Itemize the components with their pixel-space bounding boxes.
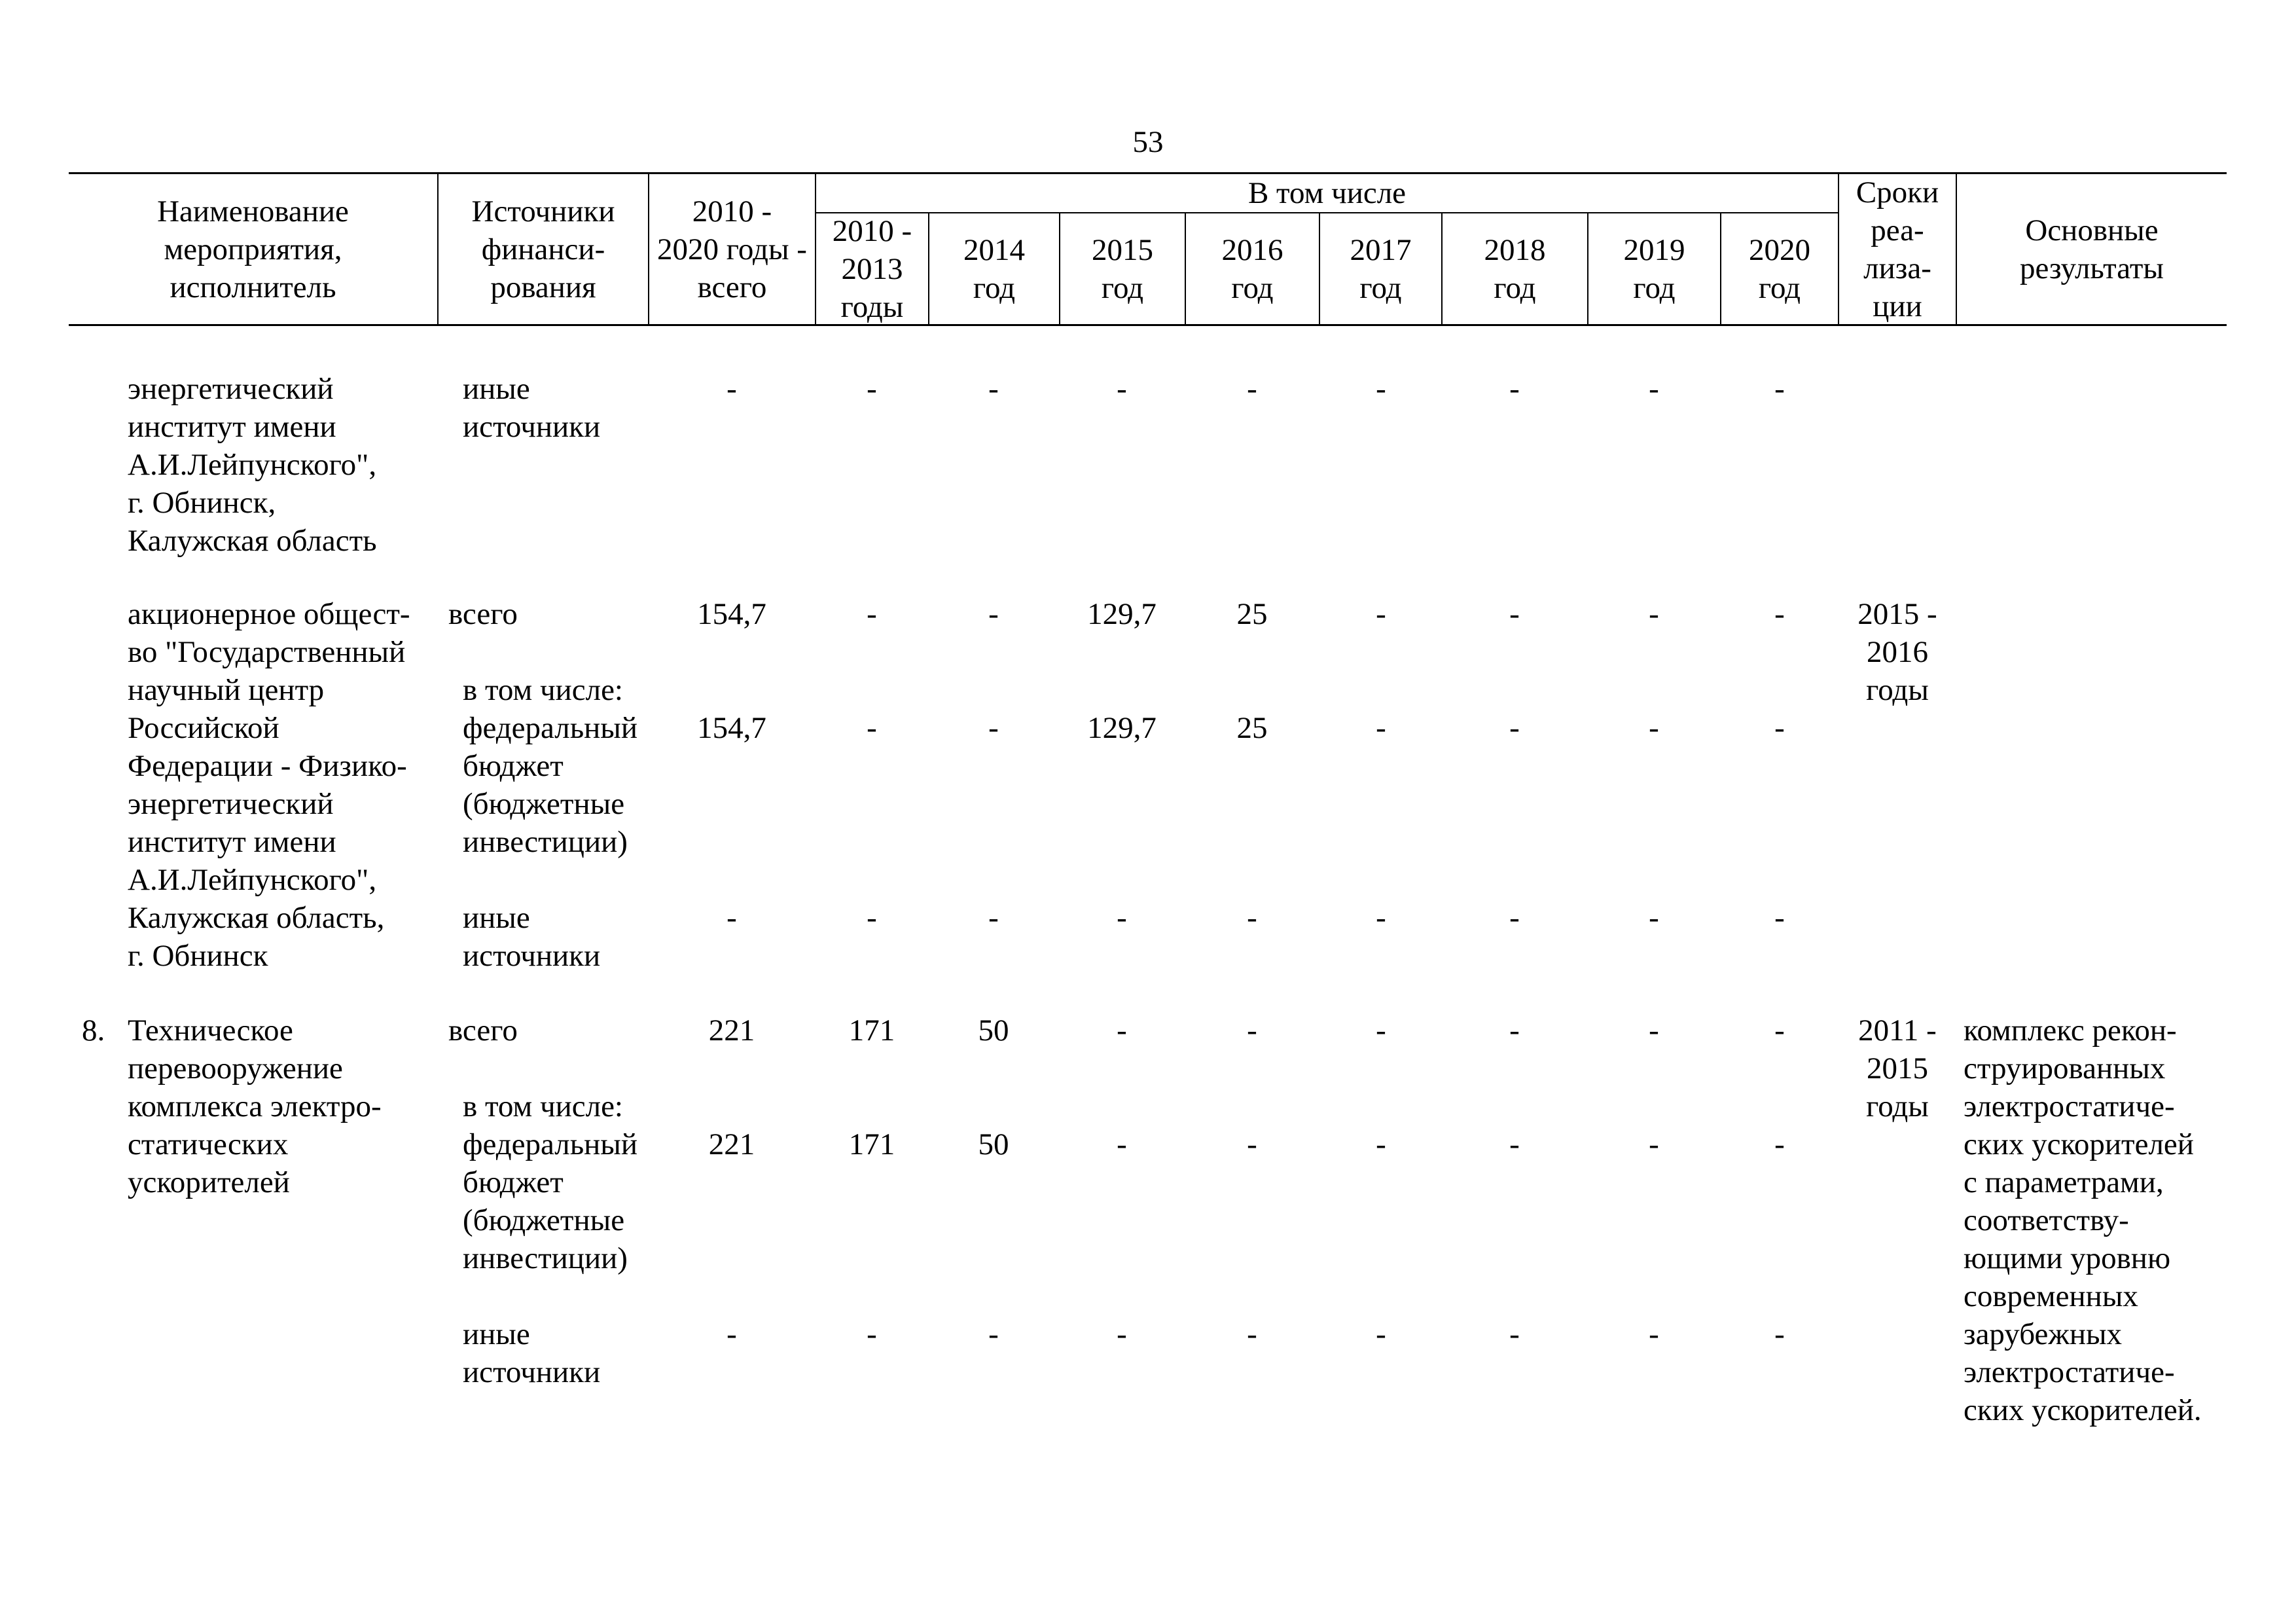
block1-other-value-2017: - [1376,372,1386,406]
block2-total-value-2020: - [1774,597,1785,631]
block2-federal-source: федеральный бюджет (бюджетные инвестиции) [463,711,638,859]
block3-total-value-total: 221 [708,1013,755,1048]
block1-other-value-2019: - [1649,372,1659,406]
header-2015: 2015 год [1092,232,1153,305]
block2-federal-value-2014: - [988,711,999,745]
block3-total-value-2020: - [1774,1013,1785,1048]
header-name: Наименование мероприятия, исполнитель [157,194,349,304]
block3-total-value-2015: - [1117,1013,1127,1048]
block3-other-value-2016: - [1247,1317,1257,1351]
block2-total-value-2018: - [1509,597,1520,631]
block1-other-value-2015: - [1117,372,1127,406]
block2-total-value-total: 154,7 [697,597,766,631]
block3-other-value-2020: - [1774,1317,1785,1351]
block3-federal-source: федеральный бюджет (бюджетные инвестиции) [463,1127,638,1275]
block2-other-value-2010-2013: - [867,901,877,935]
block2-total-value-2010-2013: - [867,597,877,631]
header-total: 2010 - 2020 годы - всего [657,194,807,304]
block2-federal-value-2015: 129,7 [1087,711,1157,745]
block3-other-value-2017: - [1376,1317,1386,1351]
block3-federal-value-total: 221 [708,1127,755,1161]
block2-total-value-2019: - [1649,597,1659,631]
block1-other-source: иные источники [463,372,601,444]
block3-other-value-2010-2013: - [867,1317,877,1351]
block2-other-value-2018: - [1509,901,1520,935]
block1-other-value-2020: - [1774,372,1785,406]
block3-other-value-total: - [726,1317,737,1351]
header-2018: 2018 год [1484,232,1546,305]
block2-including-label: в том числе: [463,673,623,707]
block2-federal-value-2016: 25 [1236,711,1268,745]
block3-other-value-2018: - [1509,1317,1520,1351]
header-terms: Сроки реа- лиза- ции [1856,175,1939,323]
block3-federal-value-2020: - [1774,1127,1785,1161]
block3-total-source: всего [448,1013,518,1048]
block3-federal-value-2016: - [1247,1127,1257,1161]
block2-name: акционерное общест- во "Государственный научный центр Российской Федерации - Физико- энергетический институт имени А.И.Лейпунского", Калужская область, г. Обнинск [128,597,410,973]
block2-federal-value-2019: - [1649,711,1659,745]
block2-total-value-2015: 129,7 [1087,597,1157,631]
block2-other-value-2016: - [1247,901,1257,935]
header-including: В том числе [1247,176,1407,210]
block2-other-value-2014: - [988,901,999,935]
block3-federal-value-2019: - [1649,1127,1659,1161]
header-2016: 2016 год [1221,232,1283,305]
block3-other-value-2019: - [1649,1317,1659,1351]
block3-federal-value-2014: 50 [978,1127,1009,1161]
block1-other-value-2014: - [988,372,999,406]
block3-name: Техническое перевооружение комплекса электро- статических ускорителей [128,1013,382,1199]
block3-other-source: иные источники [463,1317,601,1389]
block3-total-value-2010-2013: 171 [848,1013,895,1048]
block2-total-value-2016: 25 [1236,597,1268,631]
header-2010-2013: 2010 - 2013 годы [832,213,912,324]
block1-name: энергетический институт имени А.И.Лейпунского", г. Обнинск, Калужская область [128,372,377,558]
block2-other-value-2020: - [1774,901,1785,935]
block3-total-value-2016: - [1247,1013,1257,1048]
block3-terms: 2011 - 2015 годы [1858,1013,1937,1123]
block2-other-value-2017: - [1376,901,1386,935]
header-sources: Источники финанси- рования [471,194,615,304]
block3-other-value-2014: - [988,1317,999,1351]
block1-other-value-2010-2013: - [867,372,877,406]
block3-total-value-2017: - [1376,1013,1386,1048]
block2-federal-value-2018: - [1509,711,1520,745]
header-2014: 2014 год [963,232,1025,305]
block3-federal-value-2017: - [1376,1127,1386,1161]
block1-other-value-2016: - [1247,372,1257,406]
block2-federal-value-2020: - [1774,711,1785,745]
block2-total-value-2017: - [1376,597,1386,631]
block2-federal-value-2010-2013: - [867,711,877,745]
block2-other-value-2019: - [1649,901,1659,935]
block3-number: 8. [82,1013,105,1048]
header-2017: 2017 год [1350,232,1412,305]
header-2020: 2020 год [1749,232,1810,305]
page-number: 53 [1132,125,1164,159]
block3-results: комплекс рекон- струированных электростатиче- ских ускорителей с параметрами, соответству- ющими уровню современных зарубежных электростатиче- ских ускорителей. [1964,1013,2202,1427]
block3-total-value-2019: - [1649,1013,1659,1048]
block3-federal-value-2015: - [1117,1127,1127,1161]
header-2019: 2019 год [1623,232,1685,305]
block2-federal-value-2017: - [1376,711,1386,745]
block2-other-source: иные источники [463,901,601,973]
block2-total-source: всего [448,597,518,631]
block1-other-value-2018: - [1509,372,1520,406]
block2-total-value-2014: - [988,597,999,631]
block2-other-value-2015: - [1117,901,1127,935]
block3-federal-value-2010-2013: 171 [848,1127,895,1161]
block3-other-value-2015: - [1117,1317,1127,1351]
header-results: Основные результаты [2020,213,2164,285]
block2-other-value-total: - [726,901,737,935]
block3-federal-value-2018: - [1509,1127,1520,1161]
block1-other-value-total: - [726,372,737,406]
block3-total-value-2018: - [1509,1013,1520,1048]
block2-federal-value-total: 154,7 [697,711,766,745]
block3-total-value-2014: 50 [978,1013,1009,1048]
block3-including-label: в том числе: [463,1089,623,1123]
block2-terms: 2015 - 2016 годы [1857,597,1937,707]
